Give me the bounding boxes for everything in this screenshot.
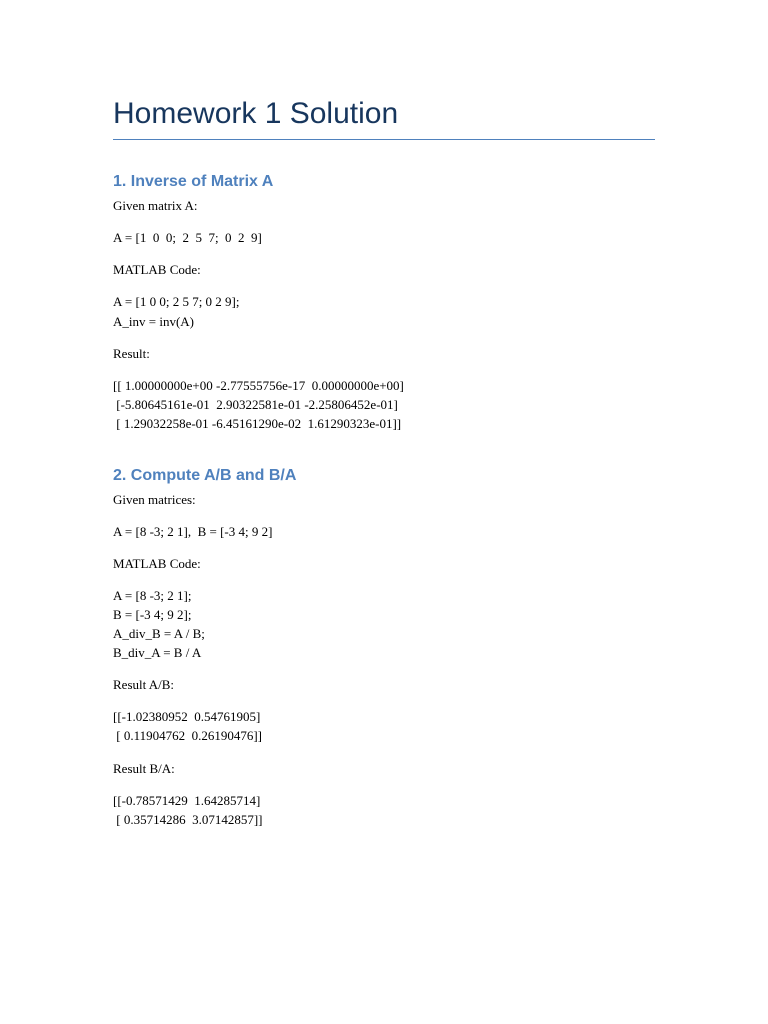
- section-2-result-ab-label: Result A/B:: [113, 677, 175, 692]
- section-2-code-line: B = [-3 4; 9 2];: [113, 607, 192, 622]
- section-2-result-ba-label: Result B/A:: [113, 761, 175, 776]
- section-1-given-label: Given matrix A:: [113, 198, 198, 213]
- section-1-code-label: MATLAB Code:: [113, 262, 201, 277]
- section-1-result-label: Result:: [113, 346, 150, 361]
- section-1-matrix: A = [1 0 0; 2 5 7; 0 2 9]: [113, 230, 262, 245]
- section-2-result-ab-line: [ 0.11904762 0.26190476]]: [113, 728, 263, 743]
- section-2-code-line: A = [8 -3; 2 1];: [113, 588, 192, 603]
- section-1-heading: 1. Inverse of Matrix A: [113, 173, 274, 190]
- section-2-result-ba-line: [ 0.35714286 3.07142857]]: [113, 812, 263, 827]
- section-1-result-line: [ 1.29032258e-01 -6.45161290e-02 1.61290323e-01]]: [113, 416, 402, 431]
- section-2-result-ba-line: [[-0.78571429 1.64285714]: [113, 793, 261, 808]
- section-2-code-label: MATLAB Code:: [113, 556, 201, 571]
- section-2-heading: 2. Compute A/B and B/A: [113, 467, 297, 484]
- section-1-result-line: [-5.80645161e-01 2.90322581e-01 -2.25806452e-01]: [113, 397, 398, 412]
- section-2-result-ab-line: [[-1.02380952 0.54761905]: [113, 709, 261, 724]
- section-2-code-line: A_div_B = A / B;: [113, 626, 205, 641]
- section-1-code-line: A_inv = inv(A): [113, 314, 194, 329]
- section-1-code-line: A = [1 0 0; 2 5 7; 0 2 9];: [113, 294, 240, 309]
- section-2-code-line: B_div_A = B / A: [113, 645, 202, 660]
- section-2-given-label: Given matrices:: [113, 492, 196, 507]
- section-2-matrices: A = [8 -3; 2 1], B = [-3 4; 9 2]: [113, 524, 273, 539]
- document-title: Homework 1 Solution: [113, 97, 399, 130]
- title-divider: [113, 139, 655, 140]
- section-1-result-line: [[ 1.00000000e+00 -2.77555756e-17 0.00000000e+00]: [113, 378, 404, 393]
